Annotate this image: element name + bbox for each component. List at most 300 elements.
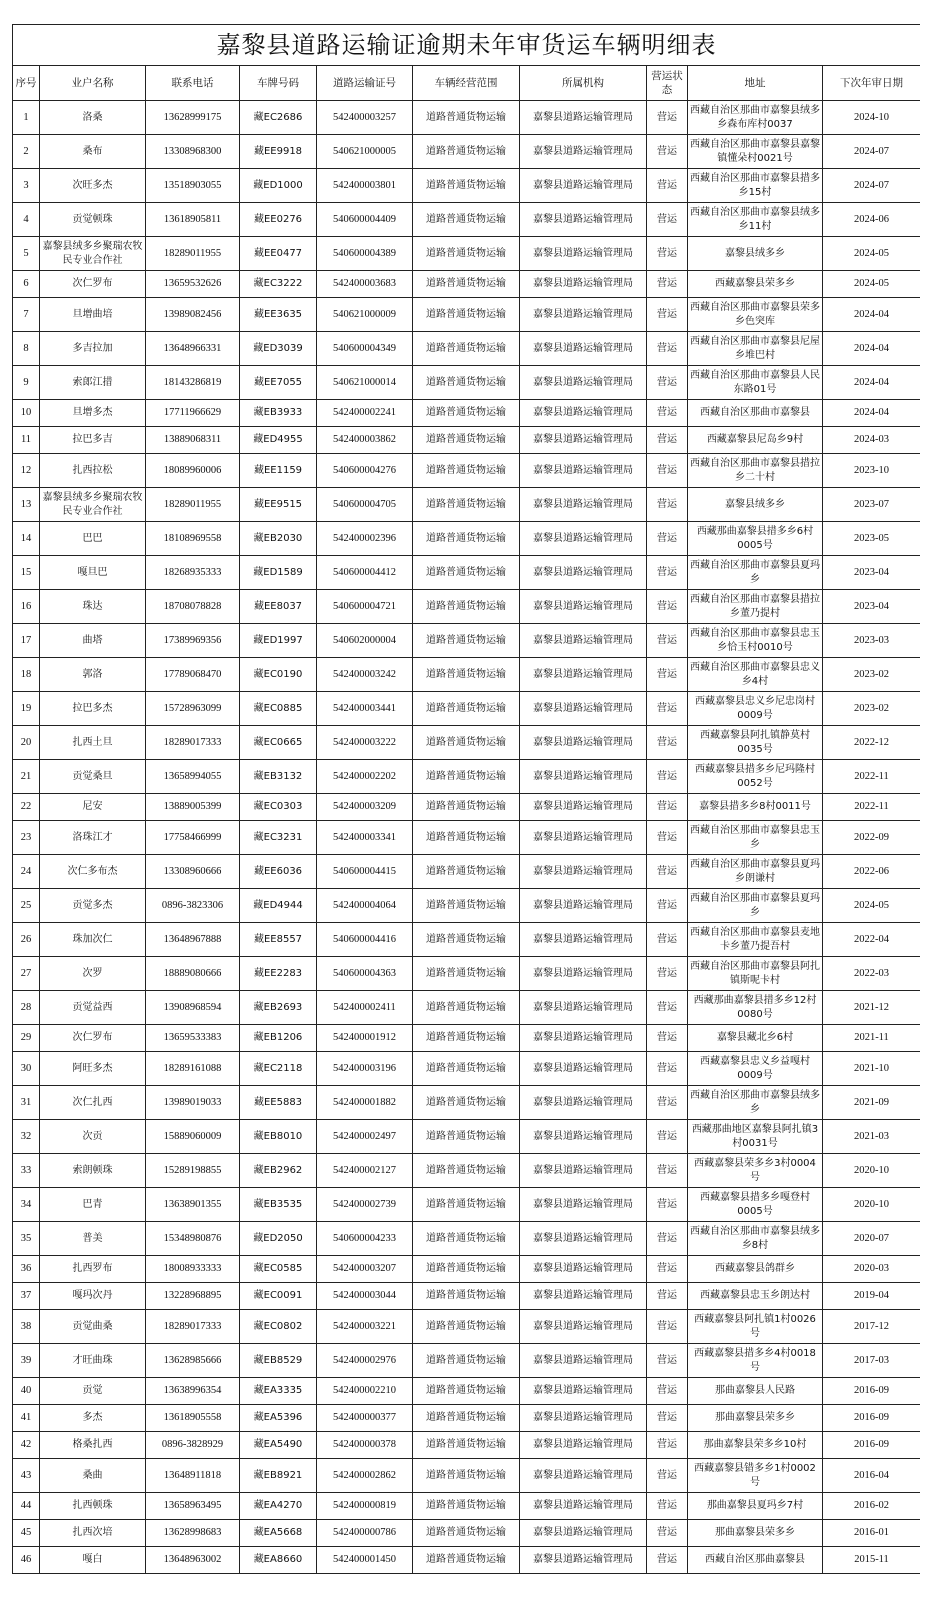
cell-organization: 嘉黎县道路运输管理局 <box>520 101 647 135</box>
cell-next-review-date: 2023-03 <box>823 624 921 658</box>
cell-address: 那曲嘉黎县荣多乡10村 <box>688 1432 823 1459</box>
cell-permit-number: 540600004409 <box>317 203 413 237</box>
cell-permit-number: 542400001882 <box>317 1086 413 1120</box>
cell-status: 营运 <box>647 522 688 556</box>
cell-business-scope: 道路普通货物运输 <box>413 400 520 427</box>
cell-next-review-date: 2020-03 <box>823 1256 921 1283</box>
table-row <box>13 488 921 522</box>
cell-permit-number: 540600004276 <box>317 454 413 488</box>
cell-next-review-date: 2023-04 <box>823 556 921 590</box>
cell-organization: 嘉黎县道路运输管理局 <box>520 1188 647 1222</box>
cell-phone: 18268935333 <box>146 556 240 590</box>
cell-status: 营运 <box>647 400 688 427</box>
cell-plate-number: 藏EB2030 <box>240 522 317 556</box>
cell-address: 西藏嘉黎县错多乡1村0002号 <box>688 1459 823 1493</box>
cell-organization: 嘉黎县道路运输管理局 <box>520 1283 647 1310</box>
cell-phone: 18008933333 <box>146 1256 240 1283</box>
cell-plate-number: 藏EC0885 <box>240 692 317 726</box>
cell-phone: 13308960666 <box>146 855 240 889</box>
cell-status: 营运 <box>647 1378 688 1405</box>
cell-address: 西藏嘉黎县阿扎镇1村0026号 <box>688 1310 823 1344</box>
cell-business-scope: 道路普通货物运输 <box>413 1025 520 1052</box>
cell-address: 嘉黎县藏北乡6村 <box>688 1025 823 1052</box>
table-row <box>13 1154 921 1188</box>
cell-status: 营运 <box>647 1344 688 1378</box>
cell-next-review-date: 2021-12 <box>823 991 921 1025</box>
cell-address: 嘉黎县措多乡8村0011号 <box>688 794 823 821</box>
cell-permit-number: 540621000009 <box>317 298 413 332</box>
cell-next-review-date: 2016-09 <box>823 1432 921 1459</box>
cell-business-scope: 道路普通货物运输 <box>413 271 520 298</box>
cell-plate-number: 藏EB3535 <box>240 1188 317 1222</box>
cell-organization: 嘉黎县道路运输管理局 <box>520 203 647 237</box>
cell-organization: 嘉黎县道路运输管理局 <box>520 1256 647 1283</box>
cell-owner-name: 桑曲 <box>40 1459 146 1493</box>
table-row <box>13 1025 921 1052</box>
cell-next-review-date: 2020-10 <box>823 1154 921 1188</box>
cell-next-review-date: 2015-11 <box>823 1547 921 1574</box>
cell-business-scope: 道路普通货物运输 <box>413 1310 520 1344</box>
cell-owner-name: 贡觉 <box>40 1378 146 1405</box>
cell-phone: 18708078828 <box>146 590 240 624</box>
table-row <box>13 101 921 135</box>
cell-owner-name: 嘉黎县绒多乡聚瑞农牧民专业合作社 <box>40 488 146 522</box>
cell-permit-number: 542400000378 <box>317 1432 413 1459</box>
cell-owner-name: 桑布 <box>40 135 146 169</box>
cell-phone: 18289011955 <box>146 488 240 522</box>
cell-status: 营运 <box>647 1405 688 1432</box>
cell-address: 西藏自治区那曲市嘉黎县绒多乡森布库村0037 <box>688 101 823 135</box>
cell-seq: 29 <box>13 1025 40 1052</box>
cell-permit-number: 542400002739 <box>317 1188 413 1222</box>
cell-address: 西藏自治区那曲市嘉黎县绒多乡8村 <box>688 1222 823 1256</box>
cell-business-scope: 道路普通货物运输 <box>413 332 520 366</box>
cell-business-scope: 道路普通货物运输 <box>413 624 520 658</box>
cell-permit-number: 540600004721 <box>317 590 413 624</box>
cell-organization: 嘉黎县道路运输管理局 <box>520 522 647 556</box>
cell-owner-name: 阿旺多杰 <box>40 1052 146 1086</box>
cell-business-scope: 道路普通货物运输 <box>413 366 520 400</box>
cell-owner-name: 次仁罗布 <box>40 271 146 298</box>
cell-address: 西藏那曲嘉黎县措多乡12村0080号 <box>688 991 823 1025</box>
cell-address: 西藏嘉黎县尼岛乡9村 <box>688 427 823 454</box>
cell-phone: 13518903055 <box>146 169 240 203</box>
table-row <box>13 1120 921 1154</box>
cell-owner-name: 贡觉桑旦 <box>40 760 146 794</box>
cell-phone: 13889068311 <box>146 427 240 454</box>
table-row <box>13 427 921 454</box>
cell-permit-number: 542400003801 <box>317 169 413 203</box>
cell-business-scope: 道路普通货物运输 <box>413 1256 520 1283</box>
cell-next-review-date: 2023-07 <box>823 488 921 522</box>
cell-phone: 15889060009 <box>146 1120 240 1154</box>
cell-address: 西藏自治区那曲市嘉黎县 <box>688 400 823 427</box>
table-row <box>13 1459 921 1493</box>
cell-address: 西藏嘉黎县忠义乡尼忠岗村0009号 <box>688 692 823 726</box>
cell-address: 西藏自治区那曲市嘉黎县夏玛乡 <box>688 889 823 923</box>
cell-organization: 嘉黎县道路运输管理局 <box>520 1086 647 1120</box>
cell-seq: 20 <box>13 726 40 760</box>
cell-plate-number: 藏EC0303 <box>240 794 317 821</box>
cell-plate-number: 藏EA4270 <box>240 1493 317 1520</box>
column-header-owner-name: 业户名称 <box>40 66 146 101</box>
cell-phone: 13628998683 <box>146 1520 240 1547</box>
cell-plate-number: 藏EB8010 <box>240 1120 317 1154</box>
cell-owner-name: 次罗 <box>40 957 146 991</box>
cell-plate-number: 藏EB3933 <box>240 400 317 427</box>
cell-owner-name: 拉巴多吉 <box>40 427 146 454</box>
cell-plate-number: 藏ED1589 <box>240 556 317 590</box>
cell-status: 营运 <box>647 1154 688 1188</box>
cell-permit-number: 542400000819 <box>317 1493 413 1520</box>
cell-organization: 嘉黎县道路运输管理局 <box>520 855 647 889</box>
cell-permit-number: 540602000004 <box>317 624 413 658</box>
cell-business-scope: 道路普通货物运输 <box>413 821 520 855</box>
cell-phone: 13308968300 <box>146 135 240 169</box>
cell-business-scope: 道路普通货物运输 <box>413 1283 520 1310</box>
cell-status: 营运 <box>647 427 688 454</box>
table-row <box>13 400 921 427</box>
cell-phone: 15289198855 <box>146 1154 240 1188</box>
cell-permit-number: 540621000005 <box>317 135 413 169</box>
cell-organization: 嘉黎县道路运输管理局 <box>520 1025 647 1052</box>
cell-organization: 嘉黎县道路运输管理局 <box>520 624 647 658</box>
cell-owner-name: 曲塔 <box>40 624 146 658</box>
cell-status: 营运 <box>647 298 688 332</box>
column-header-phone: 联系电话 <box>146 66 240 101</box>
cell-next-review-date: 2019-04 <box>823 1283 921 1310</box>
cell-phone: 13618905811 <box>146 203 240 237</box>
cell-business-scope: 道路普通货物运输 <box>413 658 520 692</box>
cell-status: 营运 <box>647 101 688 135</box>
cell-next-review-date: 2023-02 <box>823 692 921 726</box>
cell-plate-number: 藏ED1997 <box>240 624 317 658</box>
cell-owner-name: 次仁多布杰 <box>40 855 146 889</box>
cell-plate-number: 藏EE5883 <box>240 1086 317 1120</box>
cell-seq: 34 <box>13 1188 40 1222</box>
cell-business-scope: 道路普通货物运输 <box>413 454 520 488</box>
cell-seq: 2 <box>13 135 40 169</box>
cell-plate-number: 藏EC0802 <box>240 1310 317 1344</box>
table-row <box>13 366 921 400</box>
cell-owner-name: 普美 <box>40 1222 146 1256</box>
cell-organization: 嘉黎县道路运输管理局 <box>520 692 647 726</box>
cell-business-scope: 道路普通货物运输 <box>413 1378 520 1405</box>
cell-seq: 6 <box>13 271 40 298</box>
cell-organization: 嘉黎县道路运输管理局 <box>520 1547 647 1574</box>
cell-next-review-date: 2016-09 <box>823 1378 921 1405</box>
cell-organization: 嘉黎县道路运输管理局 <box>520 760 647 794</box>
cell-seq: 30 <box>13 1052 40 1086</box>
cell-status: 营运 <box>647 1547 688 1574</box>
cell-owner-name: 洛桑 <box>40 101 146 135</box>
table-row <box>13 1222 921 1256</box>
cell-plate-number: 藏EB8529 <box>240 1344 317 1378</box>
cell-seq: 26 <box>13 923 40 957</box>
cell-plate-number: 藏EB1206 <box>240 1025 317 1052</box>
cell-seq: 5 <box>13 237 40 271</box>
cell-owner-name: 扎西顿珠 <box>40 1493 146 1520</box>
cell-next-review-date: 2024-06 <box>823 203 921 237</box>
cell-status: 营运 <box>647 1222 688 1256</box>
cell-next-review-date: 2017-03 <box>823 1344 921 1378</box>
cell-business-scope: 道路普通货物运输 <box>413 1120 520 1154</box>
cell-phone: 13658963495 <box>146 1493 240 1520</box>
cell-owner-name: 次仁罗布 <box>40 1025 146 1052</box>
cell-plate-number: 藏EE8037 <box>240 590 317 624</box>
cell-permit-number: 542400002976 <box>317 1344 413 1378</box>
cell-business-scope: 道路普通货物运输 <box>413 556 520 590</box>
column-header-business-scope: 车辆经营范围 <box>413 66 520 101</box>
cell-plate-number: 藏EE0276 <box>240 203 317 237</box>
cell-plate-number: 藏ED3039 <box>240 332 317 366</box>
cell-permit-number: 542400000377 <box>317 1405 413 1432</box>
cell-next-review-date: 2024-07 <box>823 169 921 203</box>
cell-status: 营运 <box>647 658 688 692</box>
cell-business-scope: 道路普通货物运输 <box>413 1493 520 1520</box>
cell-next-review-date: 2016-09 <box>823 1405 921 1432</box>
cell-permit-number: 542400002241 <box>317 400 413 427</box>
cell-status: 营运 <box>647 1493 688 1520</box>
cell-permit-number: 540600004349 <box>317 332 413 366</box>
cell-permit-number: 540600004705 <box>317 488 413 522</box>
cell-status: 营运 <box>647 237 688 271</box>
cell-business-scope: 道路普通货物运输 <box>413 1520 520 1547</box>
cell-phone: 13989019033 <box>146 1086 240 1120</box>
cell-next-review-date: 2020-10 <box>823 1188 921 1222</box>
cell-next-review-date: 2021-03 <box>823 1120 921 1154</box>
cell-plate-number: 藏EC0091 <box>240 1283 317 1310</box>
cell-status: 营运 <box>647 624 688 658</box>
cell-status: 营运 <box>647 821 688 855</box>
cell-status: 营运 <box>647 1256 688 1283</box>
cell-next-review-date: 2024-07 <box>823 135 921 169</box>
cell-seq: 13 <box>13 488 40 522</box>
cell-phone: 17789068470 <box>146 658 240 692</box>
cell-address: 那曲嘉黎县夏玛乡7村 <box>688 1493 823 1520</box>
table-row <box>13 203 921 237</box>
cell-plate-number: 藏EC3222 <box>240 271 317 298</box>
cell-owner-name: 嘎白 <box>40 1547 146 1574</box>
cell-status: 营运 <box>647 1086 688 1120</box>
cell-owner-name: 拉巴多杰 <box>40 692 146 726</box>
cell-status: 营运 <box>647 794 688 821</box>
table-row <box>13 135 921 169</box>
cell-plate-number: 藏ED4944 <box>240 889 317 923</box>
cell-address: 西藏自治区那曲市嘉黎县措拉乡董乃提村 <box>688 590 823 624</box>
cell-permit-number: 542400002411 <box>317 991 413 1025</box>
cell-organization: 嘉黎县道路运输管理局 <box>520 1222 647 1256</box>
cell-address: 西藏嘉黎县措多乡尼玛隆村0052号 <box>688 760 823 794</box>
cell-organization: 嘉黎县道路运输管理局 <box>520 1405 647 1432</box>
cell-business-scope: 道路普通货物运输 <box>413 298 520 332</box>
cell-next-review-date: 2022-11 <box>823 794 921 821</box>
cell-business-scope: 道路普通货物运输 <box>413 991 520 1025</box>
cell-phone: 18089960006 <box>146 454 240 488</box>
cell-address: 西藏自治区那曲市嘉黎县忠玉乡恰玉村0010号 <box>688 624 823 658</box>
cell-permit-number: 540600004233 <box>317 1222 413 1256</box>
cell-owner-name: 扎西拉松 <box>40 454 146 488</box>
cell-phone: 18289017333 <box>146 1310 240 1344</box>
cell-phone: 18289161088 <box>146 1052 240 1086</box>
cell-seq: 24 <box>13 855 40 889</box>
cell-permit-number: 542400002497 <box>317 1120 413 1154</box>
cell-phone: 18108969558 <box>146 522 240 556</box>
table-row <box>13 889 921 923</box>
cell-status: 营运 <box>647 923 688 957</box>
cell-status: 营运 <box>647 760 688 794</box>
cell-phone: 13648966331 <box>146 332 240 366</box>
cell-owner-name: 扎西次培 <box>40 1520 146 1547</box>
cell-next-review-date: 2024-04 <box>823 332 921 366</box>
cell-status: 营运 <box>647 1188 688 1222</box>
cell-permit-number: 542400003209 <box>317 794 413 821</box>
cell-owner-name: 才旺曲珠 <box>40 1344 146 1378</box>
cell-owner-name: 索郎江措 <box>40 366 146 400</box>
cell-address: 西藏自治区那曲市嘉黎县麦地卡乡董乃提吾村 <box>688 923 823 957</box>
cell-organization: 嘉黎县道路运输管理局 <box>520 726 647 760</box>
cell-permit-number: 542400001912 <box>317 1025 413 1052</box>
cell-next-review-date: 2024-04 <box>823 366 921 400</box>
cell-status: 营运 <box>647 1310 688 1344</box>
cell-phone: 13648963002 <box>146 1547 240 1574</box>
table-row <box>13 1086 921 1120</box>
cell-address: 西藏自治区那曲市嘉黎县夏玛乡 <box>688 556 823 590</box>
cell-address: 西藏自治区那曲嘉黎县 <box>688 1547 823 1574</box>
cell-seq: 27 <box>13 957 40 991</box>
table-row <box>13 1520 921 1547</box>
cell-business-scope: 道路普通货物运输 <box>413 488 520 522</box>
cell-owner-name: 贡觉顿珠 <box>40 203 146 237</box>
cell-business-scope: 道路普通货物运输 <box>413 1222 520 1256</box>
table-row <box>13 692 921 726</box>
table-row <box>13 760 921 794</box>
cell-next-review-date: 2017-12 <box>823 1310 921 1344</box>
cell-seq: 8 <box>13 332 40 366</box>
cell-business-scope: 道路普通货物运输 <box>413 1086 520 1120</box>
cell-seq: 23 <box>13 821 40 855</box>
cell-organization: 嘉黎县道路运输管理局 <box>520 400 647 427</box>
cell-address: 西藏嘉黎县措多乡嘎登村0005号 <box>688 1188 823 1222</box>
cell-address: 西藏自治区那曲市嘉黎县措多乡15村 <box>688 169 823 203</box>
cell-address: 嘉黎县绒多乡 <box>688 488 823 522</box>
cell-owner-name: 贡觉益西 <box>40 991 146 1025</box>
cell-next-review-date: 2024-03 <box>823 427 921 454</box>
table-row <box>13 923 921 957</box>
cell-owner-name: 次仁扎西 <box>40 1086 146 1120</box>
table-row <box>13 821 921 855</box>
cell-business-scope: 道路普通货物运输 <box>413 1547 520 1574</box>
cell-address: 西藏嘉黎县荣多乡3村0004号 <box>688 1154 823 1188</box>
cell-business-scope: 道路普通货物运输 <box>413 957 520 991</box>
cell-next-review-date: 2024-10 <box>823 101 921 135</box>
table-row <box>13 556 921 590</box>
cell-address: 西藏嘉黎县荣多乡 <box>688 271 823 298</box>
cell-owner-name: 巴青 <box>40 1188 146 1222</box>
cell-next-review-date: 2023-10 <box>823 454 921 488</box>
cell-seq: 18 <box>13 658 40 692</box>
cell-address: 那曲嘉黎县荣多乡 <box>688 1520 823 1547</box>
cell-next-review-date: 2023-02 <box>823 658 921 692</box>
cell-seq: 41 <box>13 1405 40 1432</box>
cell-plate-number: 藏EA5396 <box>240 1405 317 1432</box>
cell-phone: 13659532626 <box>146 271 240 298</box>
cell-seq: 14 <box>13 522 40 556</box>
cell-phone: 13889005399 <box>146 794 240 821</box>
table-row <box>13 991 921 1025</box>
cell-status: 营运 <box>647 692 688 726</box>
cell-organization: 嘉黎县道路运输管理局 <box>520 991 647 1025</box>
cell-seq: 16 <box>13 590 40 624</box>
cell-address: 那曲嘉黎县荣多乡 <box>688 1405 823 1432</box>
cell-organization: 嘉黎县道路运输管理局 <box>520 1378 647 1405</box>
cell-permit-number: 540600004416 <box>317 923 413 957</box>
cell-organization: 嘉黎县道路运输管理局 <box>520 1310 647 1344</box>
cell-address: 西藏自治区那曲市嘉黎县尼屋乡堆巴村 <box>688 332 823 366</box>
cell-status: 营运 <box>647 1052 688 1086</box>
cell-organization: 嘉黎县道路运输管理局 <box>520 658 647 692</box>
table-row <box>13 454 921 488</box>
cell-owner-name: 扎西罗布 <box>40 1256 146 1283</box>
cell-permit-number: 540600004412 <box>317 556 413 590</box>
cell-owner-name: 索朗顿珠 <box>40 1154 146 1188</box>
table-row <box>13 169 921 203</box>
cell-plate-number: 藏EC0665 <box>240 726 317 760</box>
cell-organization: 嘉黎县道路运输管理局 <box>520 1432 647 1459</box>
cell-permit-number: 542400002202 <box>317 760 413 794</box>
cell-phone: 13908968594 <box>146 991 240 1025</box>
column-header-status: 营运状态 <box>647 66 688 101</box>
cell-address: 那曲嘉黎县人民路 <box>688 1378 823 1405</box>
cell-phone: 13638901355 <box>146 1188 240 1222</box>
cell-phone: 17389969356 <box>146 624 240 658</box>
cell-organization: 嘉黎县道路运输管理局 <box>520 271 647 298</box>
cell-permit-number: 542400002396 <box>317 522 413 556</box>
table-row <box>13 271 921 298</box>
column-header-next-review-date: 下次年审日期 <box>823 66 921 101</box>
cell-seq: 15 <box>13 556 40 590</box>
cell-plate-number: 藏ED4955 <box>240 427 317 454</box>
table-row <box>13 1493 921 1520</box>
cell-organization: 嘉黎县道路运输管理局 <box>520 169 647 203</box>
cell-plate-number: 藏EA3335 <box>240 1378 317 1405</box>
cell-owner-name: 贡觉多杰 <box>40 889 146 923</box>
cell-status: 营运 <box>647 366 688 400</box>
cell-status: 营运 <box>647 203 688 237</box>
cell-permit-number: 542400002210 <box>317 1378 413 1405</box>
cell-organization: 嘉黎县道路运输管理局 <box>520 821 647 855</box>
cell-phone: 15728963099 <box>146 692 240 726</box>
cell-seq: 45 <box>13 1520 40 1547</box>
cell-plate-number: 藏EA5668 <box>240 1520 317 1547</box>
cell-status: 营运 <box>647 1120 688 1154</box>
cell-next-review-date: 2022-03 <box>823 957 921 991</box>
cell-seq: 42 <box>13 1432 40 1459</box>
cell-permit-number: 542400003257 <box>317 101 413 135</box>
cell-phone: 0896-3823306 <box>146 889 240 923</box>
cell-seq: 1 <box>13 101 40 135</box>
cell-phone: 17711966629 <box>146 400 240 427</box>
cell-permit-number: 540621000014 <box>317 366 413 400</box>
cell-plate-number: 藏EB8921 <box>240 1459 317 1493</box>
cell-address: 嘉黎县绒多乡 <box>688 237 823 271</box>
cell-seq: 44 <box>13 1493 40 1520</box>
cell-owner-name: 扎西土旦 <box>40 726 146 760</box>
cell-permit-number: 542400002127 <box>317 1154 413 1188</box>
cell-business-scope: 道路普通货物运输 <box>413 1344 520 1378</box>
table-row <box>13 522 921 556</box>
cell-business-scope: 道路普通货物运输 <box>413 855 520 889</box>
